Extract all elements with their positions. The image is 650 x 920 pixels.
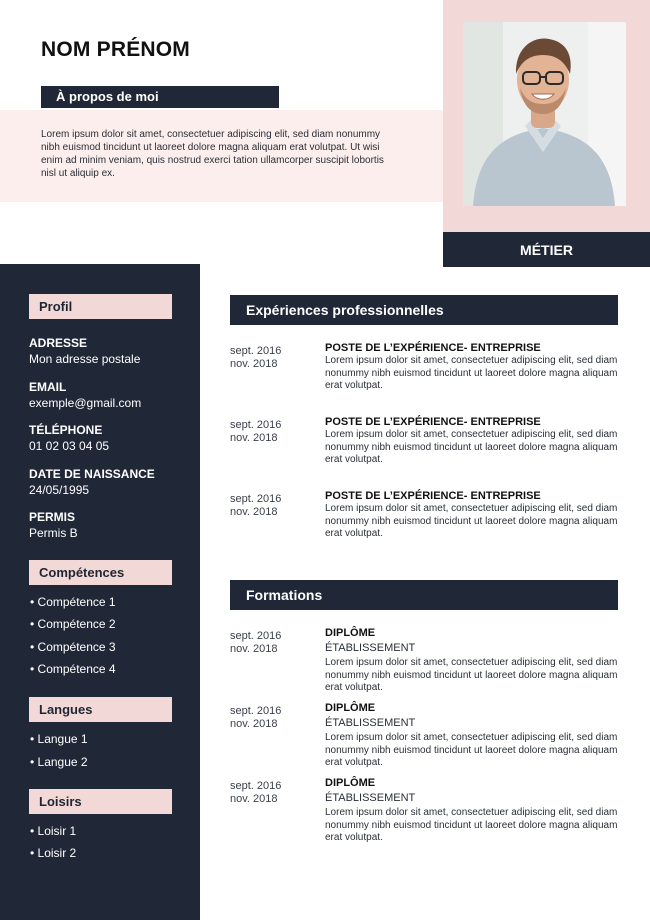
- experience-title: POSTE DE L’EXPÉRIENCE- ENTREPRISE: [325, 416, 541, 428]
- experience-description: Lorem ipsum dolor sit amet, consectetuer adipiscing elit, sed diam nonummy nibh euismod tincidunt ut laoreet dolore magna aliquam erat volutpat.: [325, 355, 618, 391]
- education-end-date: nov. 2018: [230, 793, 278, 805]
- experience-start-date: sept. 2016: [230, 345, 282, 357]
- address-label: ADRESSE: [29, 336, 88, 350]
- education-start-date: sept. 2016: [230, 780, 282, 792]
- education-description: Lorem ipsum dolor sit amet, consectetuer adipiscing elit, sed diam nonummy nibh euismod tincidunt ut laoreet dolore magna aliquam erat volutpat.: [325, 657, 618, 693]
- education-description: Lorem ipsum dolor sit amet, consectetuer adipiscing elit, sed diam nonummy nibh euismod tincidunt ut laoreet dolore magna aliquam erat volutpat.: [325, 732, 618, 768]
- skill-item: • Compétence 3: [30, 640, 116, 654]
- education-description: Lorem ipsum dolor sit amet, consectetuer adipiscing elit, sed diam nonummy nibh euismod tincidunt ut laoreet dolore magna aliquam erat volutpat.: [325, 807, 618, 843]
- hobby-item: • Loisir 1: [30, 824, 77, 838]
- skills-section-title: Compétences: [29, 560, 172, 585]
- email-value: exemple@gmail.com: [29, 396, 142, 410]
- education-end-date: nov. 2018: [230, 643, 278, 655]
- languages-section-title: Langues: [29, 697, 172, 722]
- education-degree: DIPLÔME: [325, 702, 376, 714]
- full-name: NOM PRÉNOM: [41, 38, 190, 61]
- license-label: PERMIS: [29, 510, 76, 524]
- sidebar: [0, 264, 200, 920]
- language-item: • Langue 2: [30, 755, 88, 769]
- experience-end-date: nov. 2018: [230, 432, 278, 444]
- experience-end-date: nov. 2018: [230, 358, 278, 370]
- language-item: • Langue 1: [30, 732, 88, 746]
- about-text: Lorem ipsum dolor sit amet, consectetuer adipiscing elit, sed diam nonummy nibh euismod tincidunt ut laoreet dolore magna aliquam erat volutpat. Ut wisi enim ad minim veniam, quis nostrud exerci tation ullamcorper suscipit lobortis nisl ut aliquip ex.: [41, 129, 384, 179]
- skill-item: • Compétence 4: [30, 662, 116, 676]
- experience-start-date: sept. 2016: [230, 419, 282, 431]
- education-degree: DIPLÔME: [325, 777, 376, 789]
- phone-label: TÉLÉPHONE: [29, 423, 103, 437]
- skill-item: • Compétence 1: [30, 595, 116, 609]
- about-section-title: À propos de moi: [41, 86, 279, 108]
- skill-item: • Compétence 2: [30, 617, 116, 631]
- experience-title: POSTE DE L’EXPÉRIENCE- ENTREPRISE: [325, 490, 541, 502]
- education-section-title: Formations: [230, 580, 618, 610]
- experience-description: Lorem ipsum dolor sit amet, consectetuer adipiscing elit, sed diam nonummy nibh euismod tincidunt ut laoreet dolore magna aliquam erat volutpat.: [325, 429, 618, 465]
- education-start-date: sept. 2016: [230, 705, 282, 717]
- profile-section-title: Profil: [29, 294, 172, 319]
- experience-title: POSTE DE L’EXPÉRIENCE- ENTREPRISE: [325, 342, 541, 354]
- education-degree: DIPLÔME: [325, 627, 376, 639]
- education-end-date: nov. 2018: [230, 718, 278, 730]
- profile-photo: [463, 22, 626, 206]
- experience-start-date: sept. 2016: [230, 493, 282, 505]
- address-value: Mon adresse postale: [29, 352, 141, 366]
- birthdate-label: DATE DE NAISSANCE: [29, 467, 155, 481]
- education-school: ÉTABLISSEMENT: [325, 717, 416, 729]
- education-school: ÉTABLISSEMENT: [325, 792, 416, 804]
- email-label: EMAIL: [29, 380, 67, 394]
- hobbies-section-title: Loisirs: [29, 789, 172, 814]
- education-start-date: sept. 2016: [230, 630, 282, 642]
- experience-end-date: nov. 2018: [230, 506, 278, 518]
- experience-section-title: Expériences professionnelles: [230, 295, 618, 325]
- education-school: ÉTABLISSEMENT: [325, 642, 416, 654]
- hobby-item: • Loisir 2: [30, 846, 77, 860]
- experience-description: Lorem ipsum dolor sit amet, consectetuer adipiscing elit, sed diam nonummy nibh euismod tincidunt ut laoreet dolore magna aliquam erat volutpat.: [325, 503, 618, 539]
- job-title-banner: MÉTIER: [443, 232, 650, 267]
- phone-value: 01 02 03 04 05: [29, 439, 110, 453]
- license-value: Permis B: [29, 526, 78, 540]
- birthdate-value: 24/05/1995: [29, 483, 90, 497]
